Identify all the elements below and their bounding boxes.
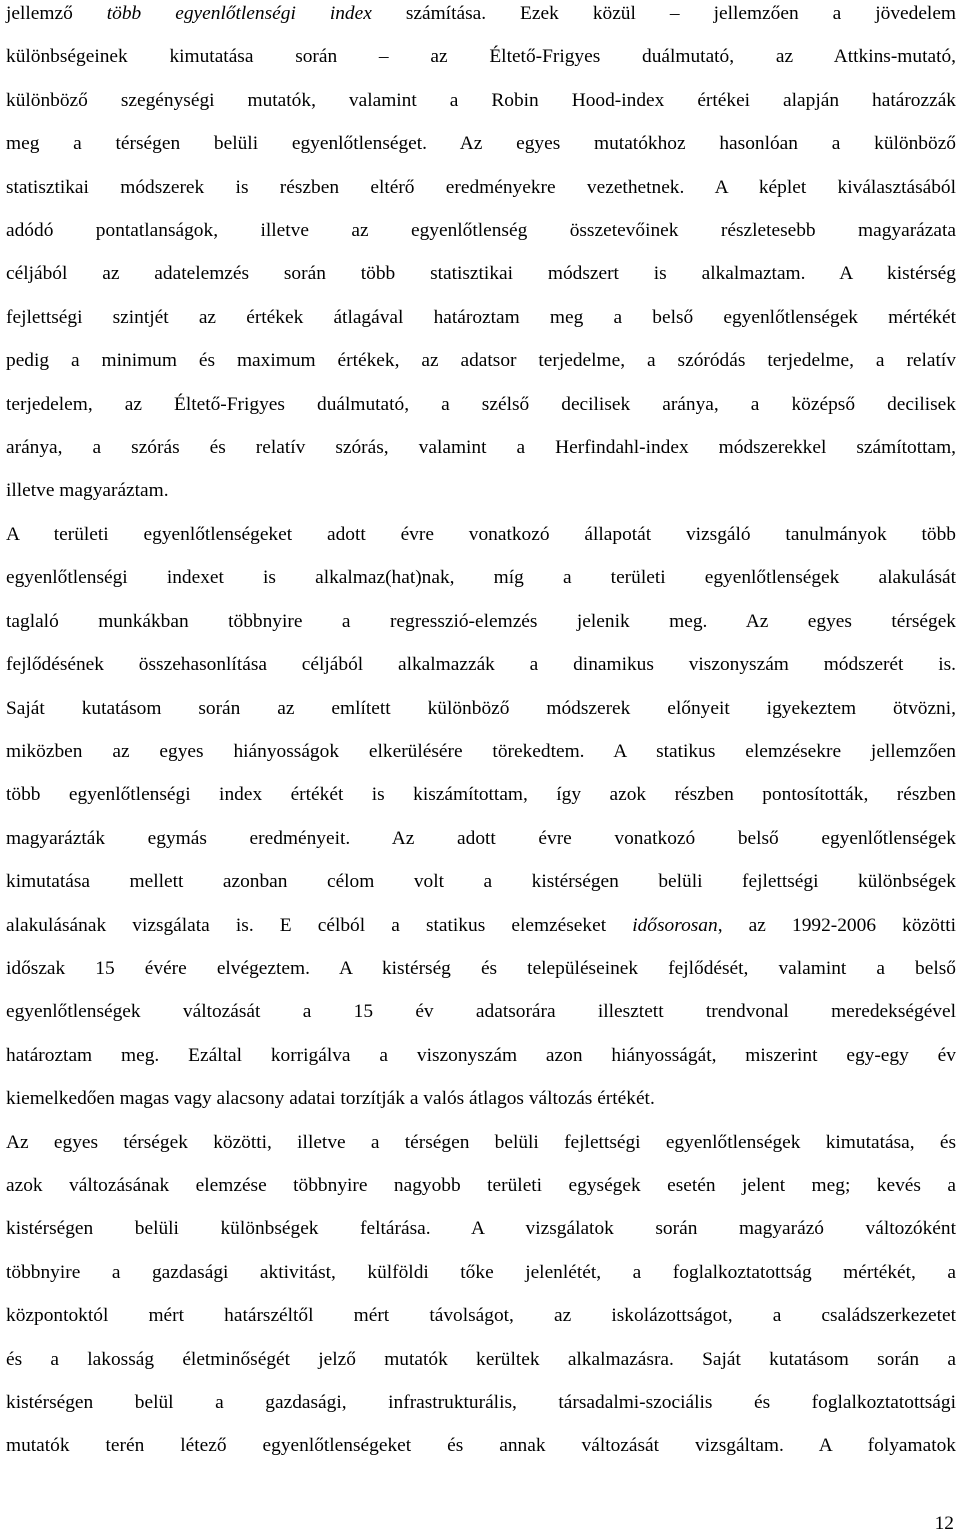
text-line — [6, 687, 956, 730]
text-run: azok változásának elemzése többnyire nagyobb területi egységek esetén jelent meg; kevés a — [6, 1174, 956, 1196]
text-line — [6, 35, 956, 78]
text-run: miközben az egyes hiányosságok elkerülésére törekedtem. A statikus elemzésekre jellemzően — [6, 740, 956, 762]
text-run: és a lakosság életminőségét jelző mutatók kerültek alkalmazásra. Saját kutatásom során a — [6, 1348, 956, 1370]
text-line — [6, 556, 956, 599]
italic-text: idősorosan — [632, 914, 718, 936]
text-line — [6, 730, 956, 773]
text-run: alakulásának vizsgálata is. E célból a statikus elemzéseket — [6, 914, 633, 936]
text-line — [6, 0, 956, 35]
text-line — [6, 469, 956, 512]
text-line — [6, 1424, 956, 1467]
text-line — [6, 426, 956, 469]
text-line — [6, 1034, 956, 1077]
text-line — [6, 990, 956, 1033]
text-line — [6, 1207, 956, 1250]
page-number: 12 — [934, 1513, 954, 1534]
text-line — [6, 79, 956, 122]
text-run: több egyenlőtlenségi index értékét is kiszámítottam, így azok részben pontosították, részben — [6, 784, 956, 806]
text-line — [6, 1251, 956, 1294]
text-run: jellemző — [6, 3, 107, 24]
text-line — [6, 1121, 956, 1164]
text-line — [6, 1164, 956, 1207]
text-run: magyarázták egymás eredményeit. Az adott évre vonatkozó belső egyenlőtlenségek — [6, 827, 956, 849]
text-run: többnyire a gazdasági aktivitást, külföldi tőke jelenlétét, a foglalkoztatottság mértékét, a — [6, 1261, 956, 1283]
text-line — [6, 166, 956, 209]
text-line — [6, 1338, 956, 1381]
text-run: kimutatása mellett azonban célom volt a kistérségen belüli fejlettségi különbségek — [6, 871, 956, 893]
text-run: illetve magyaráztam. — [6, 480, 169, 502]
text-run: kistérségen belül a gazdasági, infrastrukturális, társadalmi-szociális és foglalkoztatottsági — [6, 1392, 956, 1413]
text-line — [6, 209, 956, 252]
text-line — [6, 1077, 956, 1120]
text-line — [6, 513, 956, 556]
text-line — [6, 383, 956, 426]
text-run: A területi egyenlőtlenségeket adott évre vonatkozó állapotát vizsgáló tanulmányok több — [6, 523, 956, 545]
text-line — [6, 296, 956, 339]
text-run: egyenlőtlenségek változását a 15 év adatsorára illesztett trendvonal meredekségével — [6, 1001, 956, 1023]
text-line — [6, 817, 956, 860]
text-run: kiemelkedően magas vagy alacsony adatai torzítják a valós átlagos változás értékét. — [6, 1088, 655, 1110]
text-line — [6, 947, 956, 990]
text-run: céljából az adatelemzés során több statisztikai módszert is alkalmaztam. A kistérség — [6, 263, 956, 285]
text-run: adódó pontatlanságok, illetve az egyenlőtlenség összetevőinek részletesebb magyarázata — [6, 220, 956, 242]
text-run: számítása. Ezek közül – jellemzően a jövedelem — [371, 3, 957, 24]
text-run: központoktól mért határszéltől mért távolságot, az iskolázottságot, a családszerkezetet — [6, 1305, 956, 1327]
text-run: taglaló munkákban többnyire a regresszió-elemzés jelenik meg. Az egyes térségek — [6, 610, 956, 632]
text-run: időszak 15 évére elvégeztem. A kistérség és településeinek fejlődését, valamint a belső — [6, 957, 956, 979]
text-run: , az 1992-2006 közötti — [717, 914, 956, 936]
paragraph — [6, 513, 956, 1121]
text-line — [6, 904, 956, 947]
text-run: egyenlőtlenségi indexet is alkalmaz(hat)nak, míg a területi egyenlőtlenségek alakulását — [6, 567, 956, 589]
italic-text: több egyenlőtlenségi index — [106, 3, 372, 24]
text-line — [6, 643, 956, 686]
text-run: Az egyes térségek közötti, illetve a térségen belüli fejlettségi egyenlőtlenségek kimutatása, és — [6, 1131, 956, 1153]
text-run: fejlődésének összehasonlítása céljából alkalmazzák a dinamikus viszonyszám módszerét is. — [6, 654, 956, 676]
text-run: meg a térségen belüli egyenlőtlenséget. Az egyes mutatókhoz hasonlóan a különböző — [6, 133, 956, 155]
text-run: statisztikai módszerek is részben eltérő eredményekre vezethetnek. A képlet kiválasztásából — [6, 176, 956, 198]
text-run: pedig a minimum és maximum értékek, az adatsor terjedelme, a szóródás terjedelme, a relatív — [6, 350, 956, 372]
text-run: Saját kutatásom során az említett különböző módszerek előnyeit igyekeztem ötvözni, — [6, 697, 956, 719]
text-line — [6, 860, 956, 903]
text-run: fejlettségi szintjét az értékek átlagával határoztam meg a belső egyenlőtlenségek mértékét — [6, 306, 956, 328]
text-run: különböző szegénységi mutatók, valamint a Robin Hood-index értékei alapján határozzák — [6, 89, 956, 111]
text-run: terjedelem, az Éltető-Frigyes duálmutató, a szélső decilisek aránya, a középső decilisek — [6, 393, 956, 415]
body-text — [6, 0, 956, 1468]
text-line — [6, 773, 956, 816]
text-run: határoztam meg. Ezáltal korrigálva a viszonyszám azon hiányosságát, miszerint egy-egy év — [6, 1044, 956, 1066]
document-page — [6, 0, 956, 1468]
paragraph — [6, 0, 956, 513]
text-run: kistérségen belüli különbségek feltárása. A vizsgálatok során magyarázó változóként — [6, 1218, 956, 1240]
text-run: mutatók terén létező egyenlőtlenségeket és annak változását vizsgáltam. A folyamatok — [6, 1435, 956, 1457]
text-line — [6, 339, 956, 382]
text-line — [6, 122, 956, 165]
text-line — [6, 252, 956, 295]
paragraph — [6, 1121, 956, 1468]
text-line — [6, 600, 956, 643]
text-run: különbségeinek kimutatása során – az Éltető-Frigyes duálmutató, az Attkins-mutató, — [6, 46, 956, 68]
text-line — [6, 1294, 956, 1337]
text-line — [6, 1381, 956, 1424]
text-run: aránya, a szórás és relatív szórás, valamint a Herfindahl-index módszerekkel számítottam, — [6, 437, 956, 459]
